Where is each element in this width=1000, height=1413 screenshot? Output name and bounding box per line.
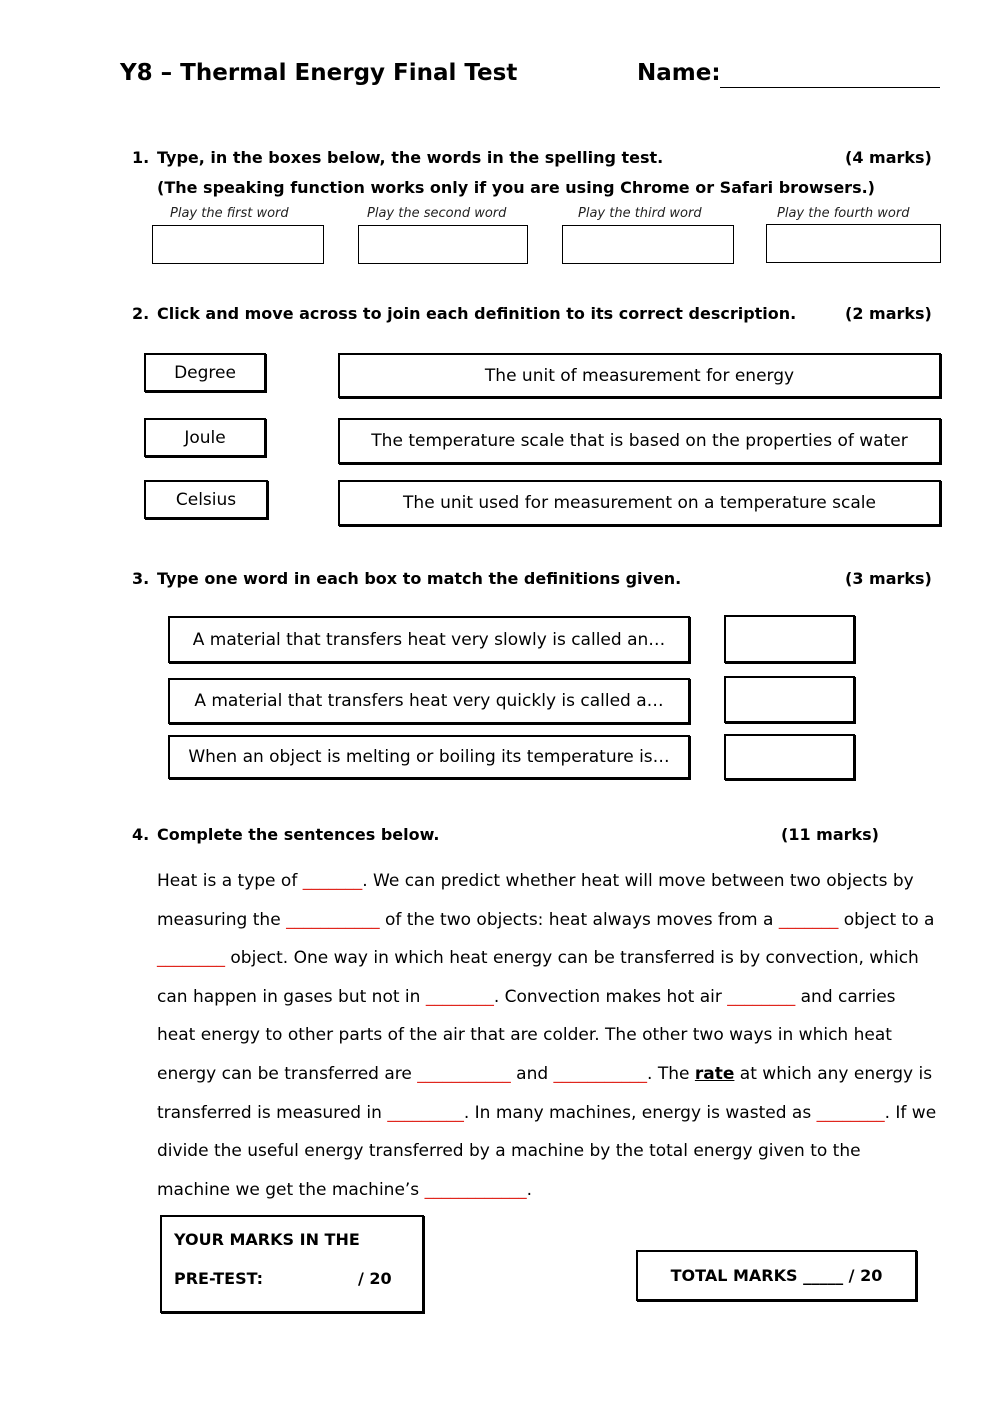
cloze-paragraph [157,862,937,1209]
description-water-scale[interactable]: The temperature scale that is based on the properties of water [338,418,941,464]
q3-marks: (3 marks) [845,569,932,588]
description-energy-unit[interactable]: The unit of measurement for energy [338,353,941,398]
spelling-input-2[interactable] [358,225,528,264]
cloze-blank-2[interactable]: ___________ [286,909,380,930]
term-joule[interactable]: Joule [144,418,266,457]
description-temperature-unit[interactable]: The unit used for measurement on a temperature scale [338,480,941,526]
cloze-text: Heat is a type of [157,871,303,891]
name-field[interactable] [720,87,940,88]
pretest-line2: PRE-TEST: [174,1269,264,1288]
q3-number: 3. [132,569,150,588]
spelling-input-4[interactable] [766,224,941,263]
answer-input-1[interactable] [724,615,855,663]
term-degree[interactable]: Degree [144,353,266,392]
cloze-text: of the two objects: heat always moves from a [379,909,779,930]
term-celsius[interactable]: Celsius [144,480,268,519]
prompt-melting-boiling: When an object is melting or boiling its temperature is… [168,735,690,779]
q3-text: Type one word in each box to match the definitions given. [157,569,682,588]
cloze-text: and [510,1063,554,1084]
answer-input-2[interactable] [724,676,855,723]
q4-marks: (11 marks) [781,825,879,844]
total-marks-box: TOTAL MARKS _____ / 20 [636,1250,917,1301]
cloze-blank-5[interactable]: ________ [425,986,494,1007]
play-fourth-word-link[interactable]: Play the fourth word [777,206,910,221]
pretest-marks-box [160,1215,424,1313]
q4-text: Complete the sentences below. [157,825,440,844]
cloze-blank-9[interactable]: _________ [387,1102,464,1123]
cloze-text: . [526,1179,532,1200]
cloze-text: . The [647,1063,695,1084]
pretest-line1: YOUR MARKS IN THE [174,1230,360,1249]
cloze-blank-10[interactable]: ________ [816,1102,885,1123]
cloze-text: and carries heat energy to other parts of the air that are colder. The other two ways in which heat energy can be transferred are [157,986,896,1084]
q1-number: 1. [132,148,150,167]
pretest-score: / 20 [358,1269,392,1288]
rate-emphasis: rate [694,1063,735,1084]
cloze-text: at which any energy is transferred is measured in [157,1063,933,1123]
cloze-blank-1[interactable]: _______ [302,871,363,891]
spelling-input-1[interactable] [152,225,324,264]
q2-number: 2. [132,304,150,323]
page-title: Y8 – Thermal Energy Final Test [120,60,518,86]
name-label: Name: [637,60,721,86]
cloze-text: . We can predict whether heat will move between two objects by measuring the [157,871,914,930]
q2-marks: (2 marks) [845,304,932,323]
cloze-text: object. One way in which heat energy can be transferred is by convection, which can happen in gases but not in [157,948,919,1007]
cloze-blank-11[interactable]: ____________ [424,1179,527,1200]
cloze-text: object to a [838,909,935,930]
cloze-text: . Convection makes hot air [493,986,728,1007]
q1-note: (The speaking function works only if you are using Chrome or Safari browsers.) [157,178,875,197]
prompt-conductor: A material that transfers heat very quickly is called a… [168,678,690,724]
q1-marks: (4 marks) [845,148,932,167]
answer-input-3[interactable] [724,734,855,780]
play-first-word-link[interactable]: Play the first word [170,206,289,221]
play-second-word-link[interactable]: Play the second word [367,206,507,221]
q2-text: Click and move across to join each definition to its correct description. [157,304,797,323]
spelling-input-3[interactable] [562,225,734,264]
prompt-insulator: A material that transfers heat very slowly is called an… [168,616,690,663]
cloze-blank-3[interactable]: _______ [778,909,839,930]
cloze-text: . In many machines, energy is wasted as [463,1102,817,1123]
q4-number: 4. [132,825,150,844]
q1-text: Type, in the boxes below, the words in the spelling test. [157,148,664,167]
cloze-blank-8[interactable]: ___________ [553,1063,648,1084]
cloze-blank-7[interactable]: ___________ [417,1063,511,1084]
play-third-word-link[interactable]: Play the third word [578,206,702,221]
cloze-blank-6[interactable]: ________ [727,986,796,1007]
cloze-blank-4[interactable]: ________ [157,948,225,969]
cloze-text: . If we divide the useful energy transferred by a machine by the total energy given to the machine we get the machine’s [157,1102,937,1200]
